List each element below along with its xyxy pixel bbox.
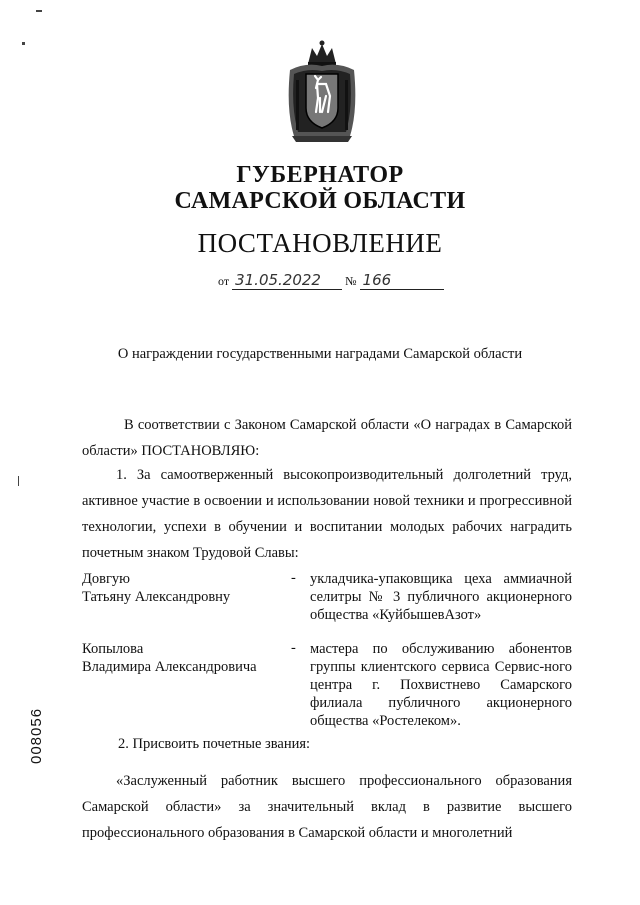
awardee-2-role: мастера по обслуживанию абонентов группы клиентского сервиса Сервис-ного центра г. Похвистнево Самарского филиала публичного акционерного общества «Ростелеком». (310, 641, 572, 729)
document-date: 31.05.2022 (232, 271, 342, 290)
side-serial-number: 008056 (28, 707, 45, 764)
number-prefix: № (345, 274, 357, 288)
intro-paragraph: В соответствии с Законом Самарской области «О наградах в Самарской области» ПОСТАНОВЛЯЮ: (82, 417, 572, 459)
document-subject: О награждении государственными наградами Самарской области (117, 346, 523, 362)
document-type: ПОСТАНОВЛЕНИЕ (197, 228, 443, 258)
document-number: 166 (360, 271, 444, 290)
date-number-line (218, 271, 444, 290)
scan-speck (18, 476, 19, 486)
item-1-paragraph: 1. За самоотверженный высокопроизводительный долголетний труд, активное участие в освоении и использовании новой техники и прогрессивной технологии, успехи в обучении и воспитании молодых рабочих наградить почетным знаком Трудовой Славы: (82, 467, 572, 561)
awardee-2-dash: - (291, 640, 296, 656)
awardee-2-surname: Копылова (82, 641, 144, 657)
awardee-1-name (82, 570, 230, 606)
coat-of-arms-icon (284, 40, 360, 144)
awardee-1-dash: - (291, 570, 296, 586)
awardee-1-surname: Довгую (82, 571, 131, 587)
item-2-heading: 2. Присвоить почетные звания: (118, 736, 311, 752)
awardee-1-given-name: Татьяну Александровну (82, 589, 231, 605)
awardee-2-given-name: Владимира Александровича (82, 659, 257, 675)
issuer-title: ГУБЕРНАТОР (236, 162, 404, 188)
scan-speck (22, 42, 25, 45)
awardee-1-role: укладчика-упаковщика цеха аммиачной селитры № 3 публичного акционерного общества «КуйбышевАзот» (310, 571, 572, 623)
item-2-paragraph: «Заслуженный работник высшего профессионального образования Самарской области» за значительный вклад в развитие высшего профессионального образования в Самарской области и многолетний (82, 773, 572, 841)
scan-speck (36, 10, 42, 12)
date-prefix: от (218, 274, 230, 288)
issuer-region: САМАРСКОЙ ОБЛАСТИ (174, 188, 466, 214)
awardee-2-name (82, 640, 257, 676)
